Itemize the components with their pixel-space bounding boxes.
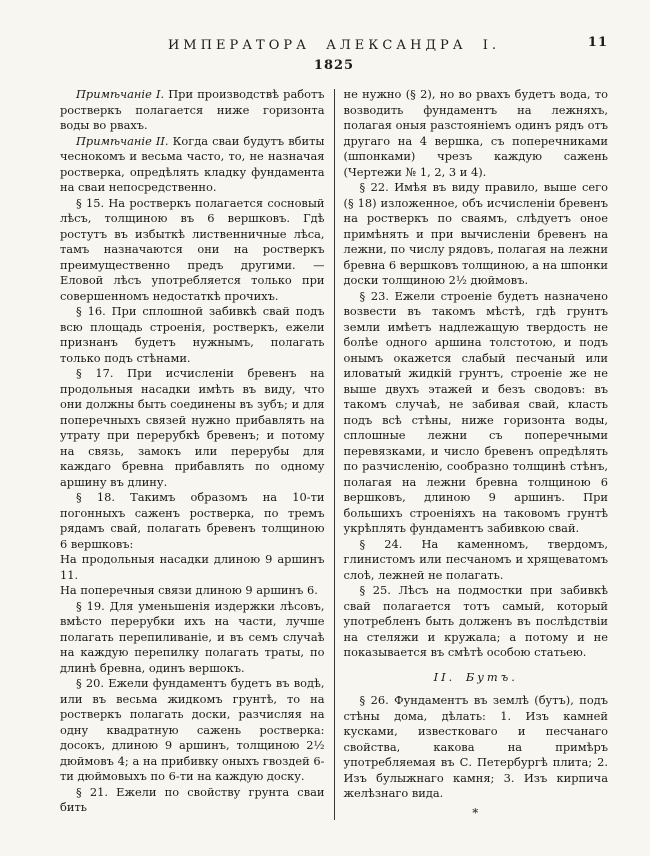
paragraph-section-16: § 16. При сплошной забивкѣ свай подъ всю площадь строенія, ростверкъ, ежели признанъ будетъ нужнымъ, полагать только подъ стѣнами. <box>60 304 325 365</box>
text-columns <box>60 87 608 820</box>
note-text: При производствѣ работъ ростверкъ полагается ниже горизонта воды во рвахъ. <box>60 87 325 132</box>
paragraph-section-18: § 18. Такимъ образомъ на 10-ти погонныхъ саженъ ростверка, по тремъ рядамъ свай, полагать бревенъ толщиною 6 вершковъ: <box>60 490 325 551</box>
column-divider <box>334 89 335 820</box>
note-text: Когда сваи будутъ вбиты чеснокомъ и весьма часто, то, не назначая ростверка, опредѣлять кладку фундамента на сваи непосредственно. <box>60 133 325 194</box>
section-heading-but: II. Бутъ. <box>433 669 518 684</box>
note-lead: Примѣчаніе I. <box>76 87 165 101</box>
right-column <box>344 87 609 820</box>
printer-mark: * <box>472 805 480 820</box>
paragraph-section-26: § 26. Фундаментъ въ землѣ (бутъ), подъ стѣны дома, дѣлать: 1. Изъ камней кусками, известковаго и песчанаго свойства, какова на примѣръ употребляемая въ С. Петербургѣ плита; 2. Изъ булыжнаго камня; 3. Изъ кирпича желѣзнаго вида. <box>343 693 608 800</box>
paragraph-section-23: § 23. Ежели строеніе будетъ назначено возвести въ такомъ мѣстѣ, гдѣ грунтъ земли имѣетъ надлежащую твердость не болѣе одного аршина толстотою, и подъ онымъ окажется слабый песчаный или иловатый жидкій грунтъ, строеніе же не выше двухъ этажей и безъ сводовъ: въ такомъ случаѣ, не забивая свай, класть подъ всѣ стѣны, ниже горизонта воды, сплошные лежни съ поперечными перевязками, и число бревенъ опредѣлять по разчисленію, сообразно толщинѣ стѣнъ, полагая на лежни бревна толщиною 6 вершковъ, длиною 9 аршинъ. При большихъ строеніяхъ на таковомъ грунтѣ укрѣплять фундаментъ забивкою свай. <box>343 288 608 535</box>
year-heading: 1825 <box>313 58 355 73</box>
page-header <box>60 34 608 54</box>
paragraph-section-25: § 25. Лѣсъ на подмостки при забивкѣ свай полагается тотъ самый, который употребленъ быть долженъ въ послѣдствіи на стеляжи и кружала; а потому и не показывается въ смѣтѣ особою статьею. <box>343 583 608 659</box>
paragraph-section-21: § 21. Ежели по свойству грунта сваи бить <box>60 784 325 814</box>
page-title: ИМПЕРАТОРА АЛЕКСАНДРА I. <box>167 38 501 53</box>
page-number: 11 <box>587 35 608 50</box>
note-paragraph <box>60 134 325 196</box>
note-lead: Примѣчаніе II. <box>76 133 169 148</box>
paragraph-continuation: не нужно (§ 2), но во рвахъ будетъ вода, то возводить фундаментъ на лежняхъ, полагая оныя разстояніемъ одинъ рядъ отъ другаго на 4 вершка, съ поперечниками (шпонками) чрезъ каждую сажень (Чертежи № 1, 2, 3 и 4). <box>343 87 608 179</box>
paragraph-section-20: § 20. Ежели фундаментъ будетъ въ водѣ, или въ весьма жидкомъ грунтѣ, то на ростверкъ полагать доски, разчисляя на одну квадратную сажень ростверка: досокъ, длиною 9 аршинъ, толщиною 2½ дюймовъ 4; а на прибивку оныхъ гвоздей 6-ти дюймовыхъ по 6-ти на каждую доску. <box>60 676 325 783</box>
paragraph-section-15: § 15. На ростверкъ полагается сосновый лѣсъ, толщиною въ 6 вершковъ. Гдѣ ростутъ въ избыткѣ лиственничные лѣса, тамъ назначаются они на ростверкъ преимущественно предъ другими. — Еловой лѣсъ употребляется только при совершенномъ недостаткѣ прочихъ. <box>60 195 325 303</box>
list-entry: На поперечныя связи длиною 9 аршинъ 6. <box>60 583 318 597</box>
list-entry: На продольныя насадки длиною 9 аршинъ 11. <box>60 552 325 582</box>
paragraph-section-22: § 22. Имѣя въ виду правило, выше сего (§ 18) изложенное, объ исчисленіи бревенъ на ростверкъ по сваямъ, слѣдуетъ оное примѣнять и при вычисленіи бревенъ на лежни, по числу рядовъ, полагая на лежни бревна 6 вершковъ толщиною, а на шпонки доски толщиною 2½ дюймовъ. <box>343 180 608 287</box>
paragraph-section-24: § 24. На каменномъ, твердомъ, глинистомъ или песчаномъ и хрящеватомъ слоѣ, лежней не полагать. <box>343 536 608 582</box>
note-paragraph <box>60 87 325 134</box>
paragraph-section-19: § 19. Для уменьшенія издержки лѣсовъ, вмѣсто перерубки ихъ на части, лучше полагать перепиливаніе, и въ семъ случаѣ на каждую перепилку полагать траты, по длинѣ бревна, одинъ вершокъ. <box>60 598 325 675</box>
paragraph-section-17: § 17. При исчисленіи бревенъ на продольныя насадки имѣть въ виду, что они должны быть соединены въ зубъ; и для поперечныхъ связей нужно прибавлять на утрату при перерубкѣ бревенъ; и потому на связь, замокъ или перерубы для каждаго бревна прибавлять по одному аршину въ длину. <box>60 366 325 489</box>
left-column <box>60 87 325 820</box>
